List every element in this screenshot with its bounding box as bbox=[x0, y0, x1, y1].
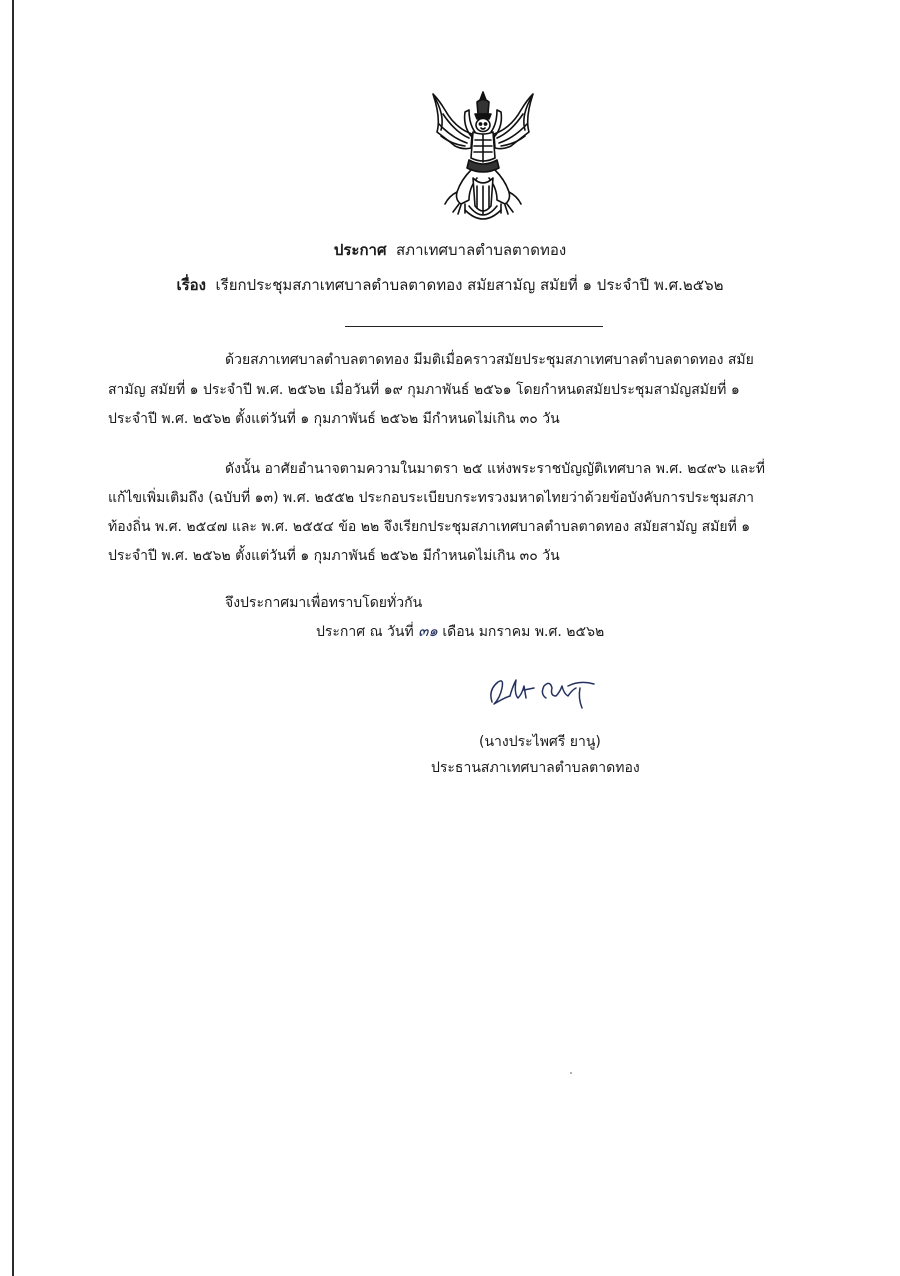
paragraph1-line-1: ด้วยสภาเทศบาลตำบลตาดทอง มีมติเมื่อคราวสมัยประชุมสภาเทศบาลตำบลตาดทอง สมัย bbox=[225, 352, 754, 368]
handwritten-day: ๓๑ bbox=[418, 622, 438, 640]
subject-line bbox=[0, 273, 900, 297]
paragraph2-line-4: ประจำปี พ.ศ. ๒๕๖๒ ตั้งแต่วันที่ ๑ กุมภาพันธ์ ๒๕๖๒ มีกำหนดไม่เกิน ๓๐ วัน bbox=[108, 548, 560, 564]
closing-statement: จึงประกาศมาเพื่อทราบโดยทั่วกัน bbox=[225, 595, 423, 611]
date-line bbox=[316, 622, 604, 641]
scan-border-line bbox=[12, 0, 14, 1276]
scan-speck bbox=[570, 1072, 572, 1074]
announcement-heading bbox=[0, 238, 900, 262]
paragraph1-line-3: ประจำปี พ.ศ. ๒๕๖๒ ตั้งแต่วันที่ ๑ กุมภาพันธ์ ๒๕๖๒ มีกำหนดไม่เกิน ๓๐ วัน bbox=[108, 411, 560, 427]
date-prefix: ประกาศ ณ วันที่ bbox=[316, 624, 414, 640]
date-suffix: เดือน มกราคม พ.ศ. ๒๕๖๒ bbox=[442, 624, 605, 640]
paragraph2-line-2: แก้ไขเพิ่มเติมถึง (ฉบับที่ ๑๓) พ.ศ. ๒๕๕๒ ประกอบระเบียบกระทรวงมหาดไทยว่าด้วยข้อบังคับการประชุมสภา bbox=[108, 490, 754, 506]
announcement-label: ประกาศ bbox=[333, 241, 387, 259]
subject-label: เรื่อง bbox=[176, 276, 206, 294]
issuer-name: สภาเทศบาลตำบลตาดทอง bbox=[396, 241, 567, 259]
garuda-emblem-icon bbox=[425, 88, 541, 226]
paragraph2-line-3: ท้องถิ่น พ.ศ. ๒๕๔๗ และ พ.ศ. ๒๕๕๔ ข้อ ๒๒ จึงเรียกประชุมสภาเทศบาลตำบลตาดทอง สมัยสามัญ สมัยที่ ๑ bbox=[108, 519, 751, 535]
title-divider bbox=[345, 326, 603, 327]
subject-text: เรียกประชุมสภาเทศบาลตำบลตาดทอง สมัยสามัญ สมัยที่ ๑ ประจำปี พ.ศ.๒๕๖๒ bbox=[215, 276, 724, 294]
handwritten-signature bbox=[484, 668, 602, 718]
paragraph1-line-2: สามัญ สมัยที่ ๑ ประจำปี พ.ศ. ๒๕๖๒ เมื่อวันที่ ๑๙ กุมภาพันธ์ ๒๕๖๑ โดยกำหนดสมัยประชุมสามัญสมัยที่ ๑ bbox=[108, 382, 740, 398]
signatory-name: (นางประไพศรี ยานู) bbox=[479, 734, 601, 750]
paragraph2-line-1: ดังนั้น อาศัยอำนาจตามความในมาตรา ๒๕ แห่งพระราชบัญญัติเทศบาล พ.ศ. ๒๔๙๖ และที่ bbox=[225, 461, 765, 477]
signatory-position: ประธานสภาเทศบาลตำบลตาดทอง bbox=[431, 760, 640, 776]
